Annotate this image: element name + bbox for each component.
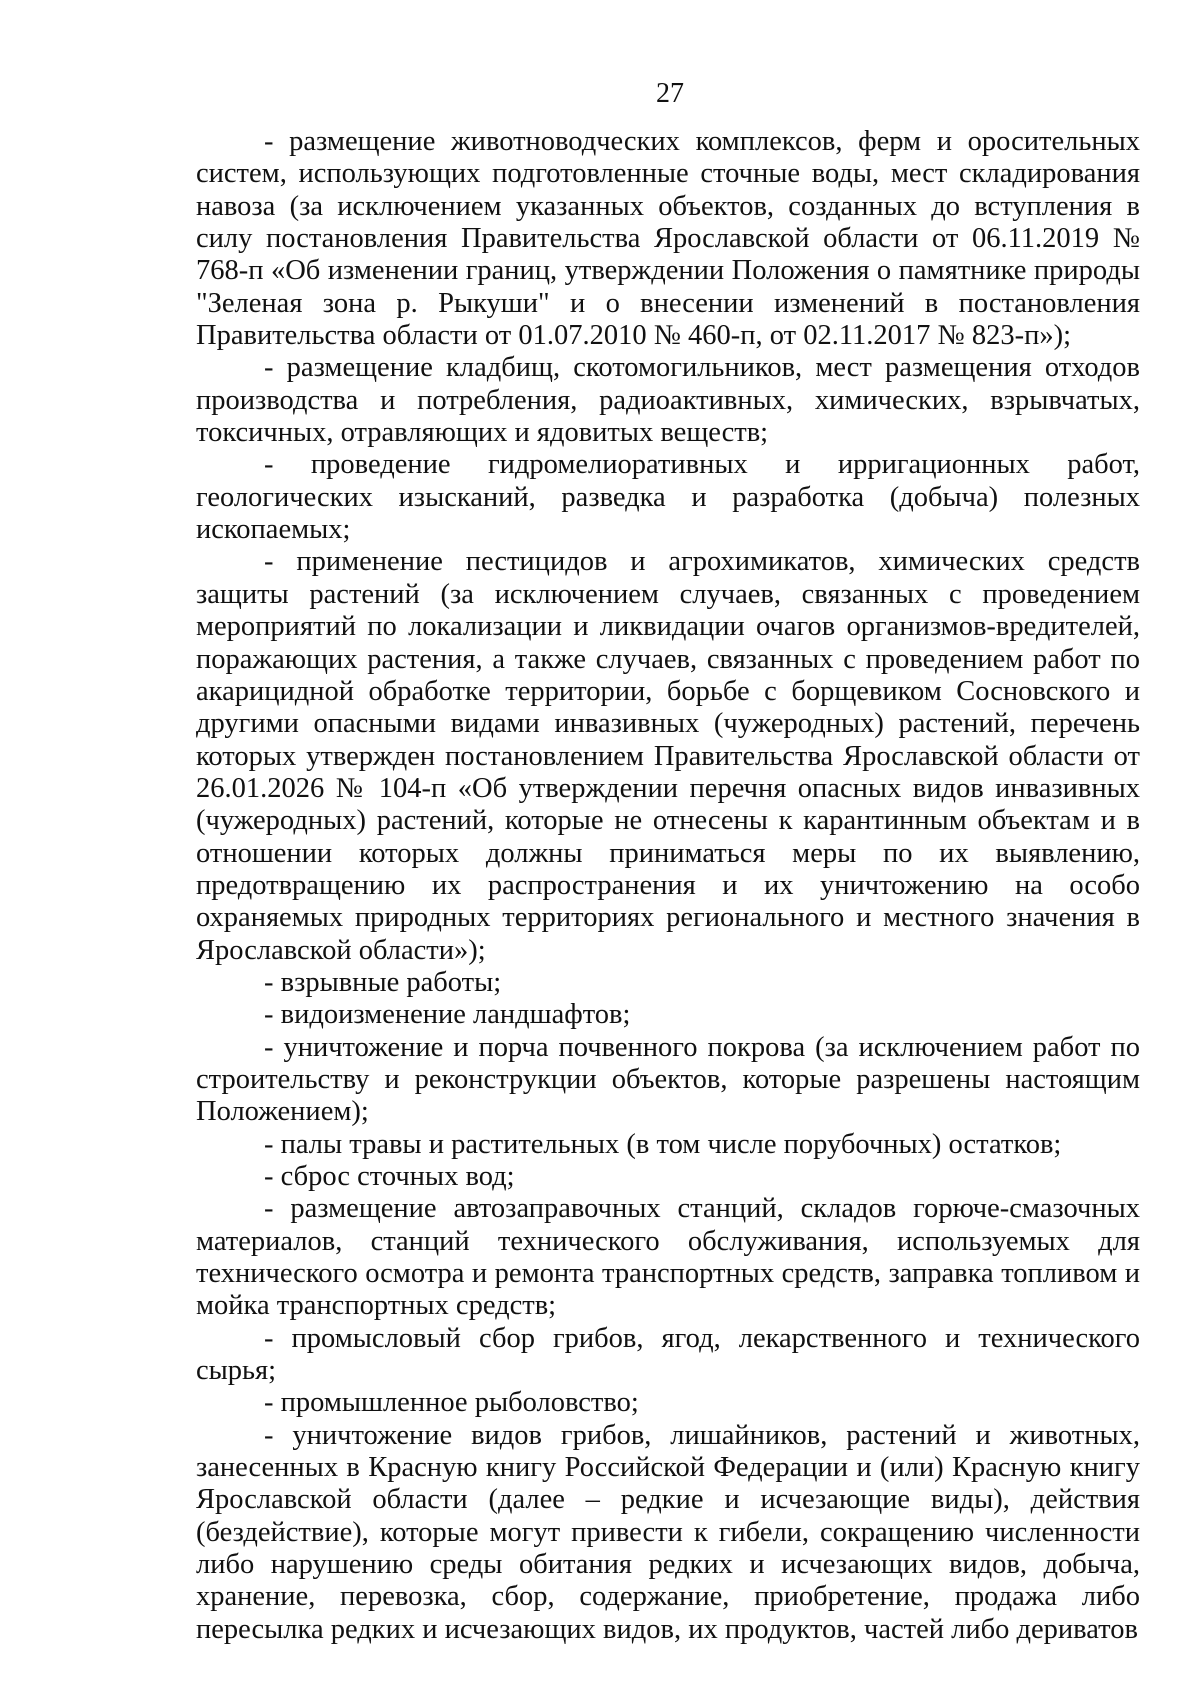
paragraph-blasting: - взрывные работы; <box>264 966 502 998</box>
paragraph-grass-burning: - палы травы и растительных (в том числе порубочных) остатков; <box>264 1128 1062 1160</box>
paragraph-soil-damage: - уничтожение и порча почвенного покрова (за исключением работ по строительству и реконструкции объектов, которые разрешены настоящим Положением); <box>196 1031 1140 1128</box>
paragraph-cemeteries: - размещение кладбищ, скотомогильников, мест размещения отходов производства и потребления, радиоактивных, химических, взрывчатых, токсичных, отравляющих и ядовитых веществ; <box>196 352 1140 449</box>
paragraph-rare-species: - уничтожение видов грибов, лишайников, растений и животных, занесенных в Красную книгу Российской Федерации и (или) Красную книгу Ярославской области (далее – редкие и исчезающие виды), действия (бездействие), которые могут привести к гибели, сокращению численности либо нарушению среды обитания редких и исчезающих видов, добыча, хранение, перевозка, сбор, содержание, приобретение, продажа либо пересылка редких и исчезающих видов, их продуктов, частей либо дериватов <box>196 1419 1140 1645</box>
paragraph-livestock-complexes: - размещение животноводческих комплексов, ферм и оросительных систем, использующих подготовленные сточные воды, мест складирования навоза (за исключением указанных объектов, созданных до вступления в силу постановления Правительства Ярославской области от 06.11.2019 № 768-п «Об изменении границ, утверждении Положения о памятнике природы "Зеленая зона р. Рыкуши" и о внесении изменений в постановления Правительства области от 01.07.2010 № 460-п, от 02.11.2017 № 823-п»); <box>196 126 1140 352</box>
paragraph-landscape-change: - видоизменение ландшафтов; <box>264 999 631 1031</box>
paragraph-commercial-gathering: - промысловый сбор грибов, ягод, лекарственного и технического сырья; <box>196 1322 1140 1387</box>
paragraph-wastewater: - сброс сточных вод; <box>264 1161 515 1192</box>
paragraph-industrial-fishing: - промышленное рыболовство; <box>264 1387 639 1419</box>
paragraph-pesticides: - применение пестицидов и агрохимикатов, химических средств защиты растений (за исключением случаев, связанных с проведением мероприятий по локализации и ликвидации очагов организмов-вредителей, поражающих растения, а также случаев, связанных с проведением работ по акарицидной обработке территории, борьбе с борщевиком Сосновского и другими опасными видами инвазивных (чужеродных) растений, перечень которых утвержден постановлением Правительства Ярославской области от 26.01.2026 № 104-п «Об утверждении перечня опасных видов инвазивных (чужеродных) растений, которые не отнесены к карантинным объектам и в отношении которых должны приниматься меры по их выявлению, предотвращению их распространения и их уничтожению на особо охраняемых природных территориях регионального и местного значения в Ярославской области»); <box>196 546 1140 966</box>
page-number: 27 <box>656 78 684 109</box>
paragraph-hydro-melioration: - проведение гидромелиоративных и ирригационных работ, геологических изысканий, разведка и разработка (добыча) полезных ископаемых; <box>196 449 1140 546</box>
paragraph-gas-stations: - размещение автозаправочных станций, складов горюче-смазочных материалов, станций технического обслуживания, используемых для технического осмотра и ремонта транспортных средств, заправка топливом и мойка транспортных средств; <box>196 1193 1140 1322</box>
document-body <box>196 126 1140 1646</box>
